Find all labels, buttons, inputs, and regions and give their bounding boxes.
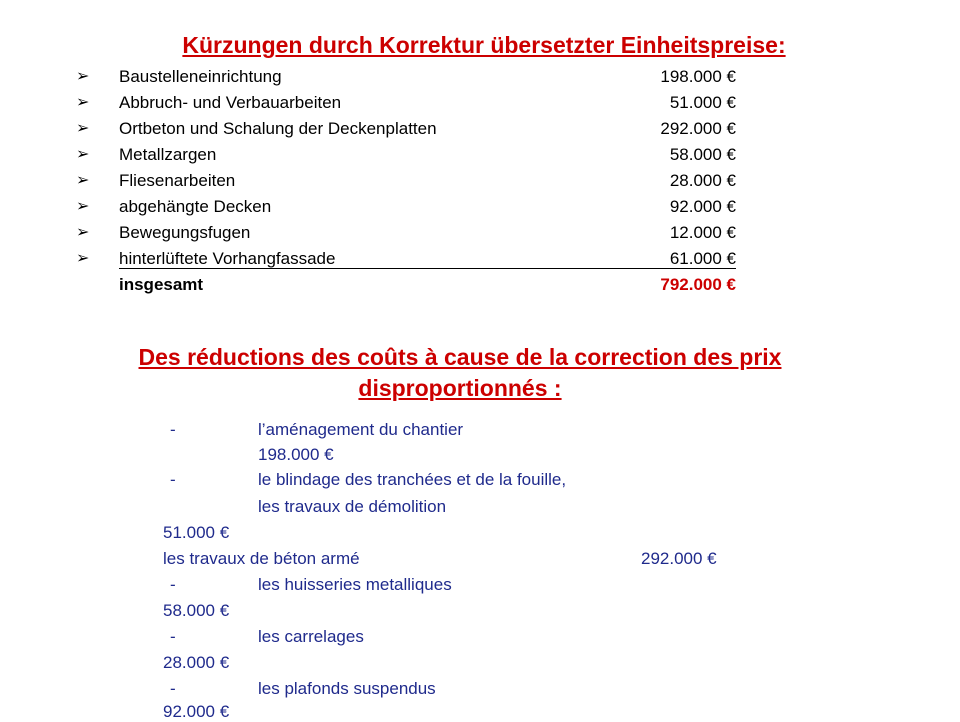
- item-value: 92.000 €: [163, 702, 230, 721]
- list-item: [76, 247, 756, 273]
- list-item: [76, 65, 756, 91]
- item-label: les carrelages: [258, 627, 364, 646]
- item-value: 28.000 €: [669, 171, 736, 190]
- item-label: hinterlüftete Vorhangfassade: [119, 249, 336, 268]
- arrowhead-bullet-icon: ➢: [76, 120, 90, 137]
- french-title-line-2: disproportionnés :: [358, 375, 562, 401]
- item-value: 61.000 €: [669, 249, 736, 268]
- item-value: 92.000 €: [669, 197, 736, 216]
- item-value: 58.000 €: [669, 145, 736, 164]
- dash-marker: -: [170, 679, 176, 698]
- arrowhead-bullet-icon: ➢: [76, 198, 90, 215]
- french-title-line-1: Des réductions des coûts à cause de la correction des prix: [138, 344, 782, 370]
- list-item: [76, 143, 756, 169]
- arrowhead-bullet-icon: ➢: [76, 146, 90, 163]
- list-item: [76, 169, 756, 195]
- item-label: le blindage des tranchées et de la fouille,: [258, 470, 567, 489]
- dash-marker: -: [170, 575, 176, 594]
- arrowhead-bullet-icon: ➢: [76, 224, 90, 241]
- item-value: 28.000 €: [163, 653, 230, 672]
- total-row: [76, 273, 756, 299]
- dash-marker: -: [170, 420, 176, 439]
- list-item: [76, 221, 756, 247]
- list-item: [76, 91, 756, 117]
- dash-marker: -: [170, 627, 176, 646]
- item-label: Ortbeton und Schalung der Deckenplatten: [119, 119, 437, 138]
- german-cost-list: [76, 65, 756, 299]
- item-label: Abbruch- und Verbauarbeiten: [119, 93, 342, 112]
- arrowhead-bullet-icon: ➢: [76, 172, 90, 189]
- item-value: 12.000 €: [669, 223, 736, 242]
- list-item: [76, 117, 756, 143]
- item-label: les travaux de démolition: [258, 497, 447, 516]
- item-value: 51.000 €: [163, 523, 230, 542]
- arrowhead-bullet-icon: ➢: [76, 250, 90, 267]
- total-label: insgesamt: [119, 275, 204, 294]
- item-label: les travaux de béton armé: [163, 549, 360, 568]
- item-value: 51.000 €: [669, 93, 736, 112]
- item-label: Bewegungsfugen: [119, 223, 251, 242]
- item-value: 292.000 €: [660, 119, 736, 138]
- item-label: Metallzargen: [119, 145, 217, 164]
- item-value: 58.000 €: [163, 601, 230, 620]
- dash-marker: -: [170, 470, 176, 489]
- item-label: les huisseries metalliques: [258, 575, 452, 594]
- arrowhead-bullet-icon: ➢: [76, 94, 90, 111]
- item-label: l’aménagement du chantier: [258, 420, 464, 439]
- total-value: 792.000 €: [660, 275, 736, 294]
- list-item: [76, 195, 756, 221]
- item-label: les plafonds suspendus: [258, 679, 436, 698]
- item-value: 198.000 €: [660, 67, 736, 86]
- item-label: abgehängte Decken: [119, 197, 272, 216]
- item-value: 198.000 €: [258, 445, 334, 464]
- german-title: Kürzungen durch Korrektur übersetzter Einheitspreise:: [182, 32, 786, 58]
- arrowhead-bullet-icon: ➢: [76, 68, 90, 85]
- item-label: Baustelleneinrichtung: [119, 67, 282, 86]
- item-label: Fliesenarbeiten: [119, 171, 236, 190]
- french-title: [0, 342, 920, 404]
- item-value: 292.000 €: [641, 549, 717, 568]
